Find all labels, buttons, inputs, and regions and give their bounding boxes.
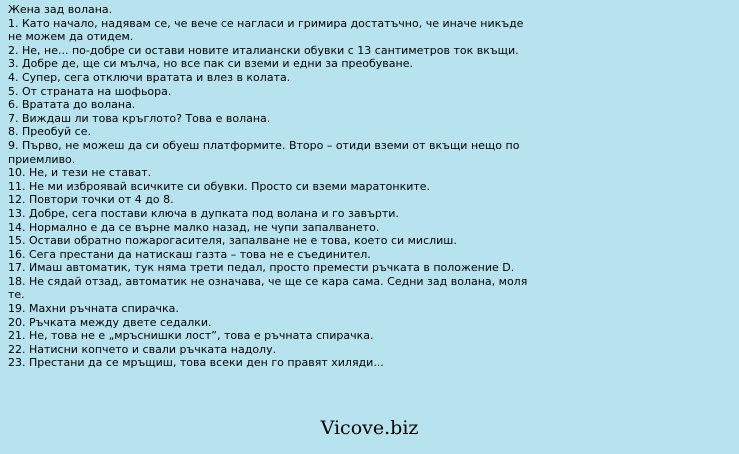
joke-line: 9. Първо, не можеш да си обуеш платформите. Второ – отиди вземи от вкъщи нещо по приемливо. [8,138,520,166]
joke-line: 22. Натисни копчето и свали ръчката надолу. [8,342,277,356]
joke-title: Жена зад волана. [8,3,113,16]
joke-line: 19. Махни ръчната спирачка. [8,302,179,316]
joke-line: 12. Повтори точки от 4 до 8. [8,193,174,207]
joke-line: 7. Виждаш ли това кръглото? Това е волана. [8,111,271,125]
site-brand: Vicove.biz [320,417,419,439]
joke-line: 5. От страната на шофьора. [8,84,172,98]
joke-line: 1. Като начало, надявам се, че вече се нагласи и гримира достатъчно, че иначе никъде не можем да отидем. [8,16,524,44]
joke-line: 18. Не сядай отзад, автоматик не означава, че ще се кара сама. Седни зад волана, моля те. [8,274,528,302]
joke-line: 3. Добре де, ще си мълча, но все пак си вземи и едни за преобуване. [8,57,413,71]
joke-line: 4. Супер, сега отключи вратата и влез в колата. [8,70,291,84]
joke-line: 10. Не, и тези не стават. [8,166,152,180]
joke-line: 16. Сега престани да натискаш газта – това не е съединител. [8,247,371,261]
joke-line: 13. Добре, сега постави ключа в дупката под волана и го завърти. [8,206,399,220]
joke-line: 6. Вратата до волана. [8,98,136,112]
joke-line: 14. Нормално е да се върне малко назад, не чупи запалването. [8,220,380,234]
joke-line: 2. Не, не... по-добре си остави новите италиански обувки с 13 сантиметров ток вкъщи. [8,43,519,57]
joke-line: 20. Ръчката между двете седалки. [8,315,212,329]
joke-line: 23. Престани да се мръщиш, това всеки ден го правят хиляди... [8,356,384,370]
joke-line: 21. Не, това не е „мръснишки лост”, това е ръчната спирачка. [8,329,374,343]
joke-line: 8. Преобуй се. [8,125,91,139]
joke-line: 15. Остави обратно пожарогасителя, запалване не е това, което си мислиш. [8,234,457,248]
joke-line: 17. Имаш автоматик, тук няма трети педал, просто премести ръчката в положение D. [8,261,515,275]
joke-line: 11. Не ми изброявай всичките си обувки. Просто си вземи маратонките. [8,179,431,193]
joke-text [8,3,533,370]
